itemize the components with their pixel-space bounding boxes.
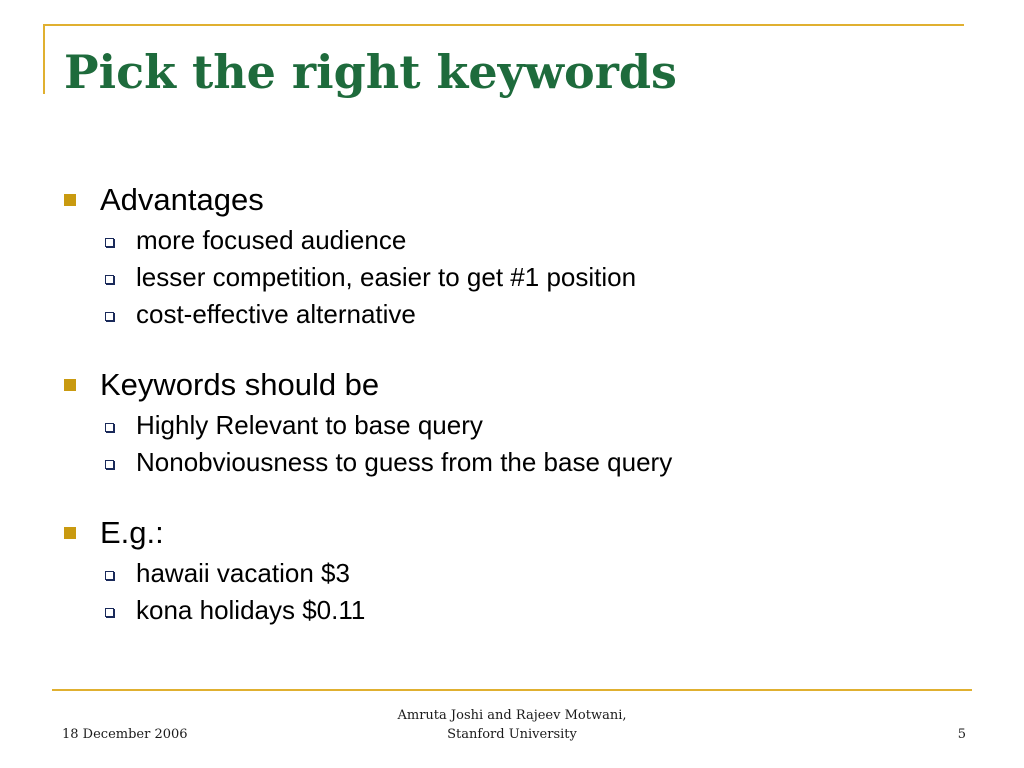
slide-title: Pick the right keywords <box>64 45 677 99</box>
footer-authors-line: Amruta Joshi and Rajeev Motwani, <box>397 708 627 723</box>
sub-bullet-text: lesser competition, easier to get #1 position <box>136 262 637 292</box>
frame-top-line <box>43 24 964 26</box>
bullet-group-advantages <box>60 178 1000 333</box>
hollow-square-bullet-icon <box>105 571 114 580</box>
sub-bullet-item <box>60 444 1000 481</box>
sub-bullet-text: kona holidays $0.11 <box>136 595 366 625</box>
bullet-item <box>60 511 1000 555</box>
sub-bullet-text: hawaii vacation $3 <box>136 558 350 588</box>
square-bullet-icon <box>64 527 76 539</box>
hollow-square-bullet-icon <box>105 312 114 321</box>
footer-divider <box>52 689 972 691</box>
square-bullet-icon <box>64 194 76 206</box>
frame-left-line <box>43 24 45 94</box>
bullet-group-keywords-should-be <box>60 363 1000 481</box>
hollow-square-bullet-icon <box>105 238 114 247</box>
sub-bullet-text: cost-effective alternative <box>136 299 416 329</box>
sub-bullet-item <box>60 222 1000 259</box>
bullet-text: Advantages <box>100 182 264 217</box>
footer-date: 18 December 2006 <box>62 727 188 742</box>
footer-authors <box>392 706 632 744</box>
sub-bullet-item <box>60 296 1000 333</box>
page-number: 5 <box>957 727 966 742</box>
sub-bullet-item <box>60 555 1000 592</box>
bullet-group-examples <box>60 511 1000 629</box>
hollow-square-bullet-icon <box>105 423 114 432</box>
hollow-square-bullet-icon <box>105 275 114 284</box>
hollow-square-bullet-icon <box>105 608 114 617</box>
sub-bullet-text: Nonobviousness to guess from the base query <box>136 447 673 477</box>
bullet-item <box>60 363 1000 407</box>
bullet-item <box>60 178 1000 222</box>
slide-content <box>60 178 1000 659</box>
square-bullet-icon <box>64 379 76 391</box>
sub-bullet-item <box>60 592 1000 629</box>
bullet-text: E.g.: <box>100 515 164 550</box>
sub-bullet-item <box>60 407 1000 444</box>
sub-bullet-item <box>60 259 1000 296</box>
sub-bullet-text: Highly Relevant to base query <box>136 410 483 440</box>
footer-affiliation-line: Stanford University <box>447 727 577 742</box>
sub-bullet-text: more focused audience <box>136 225 407 255</box>
hollow-square-bullet-icon <box>105 460 114 469</box>
bullet-text: Keywords should be <box>100 367 380 402</box>
